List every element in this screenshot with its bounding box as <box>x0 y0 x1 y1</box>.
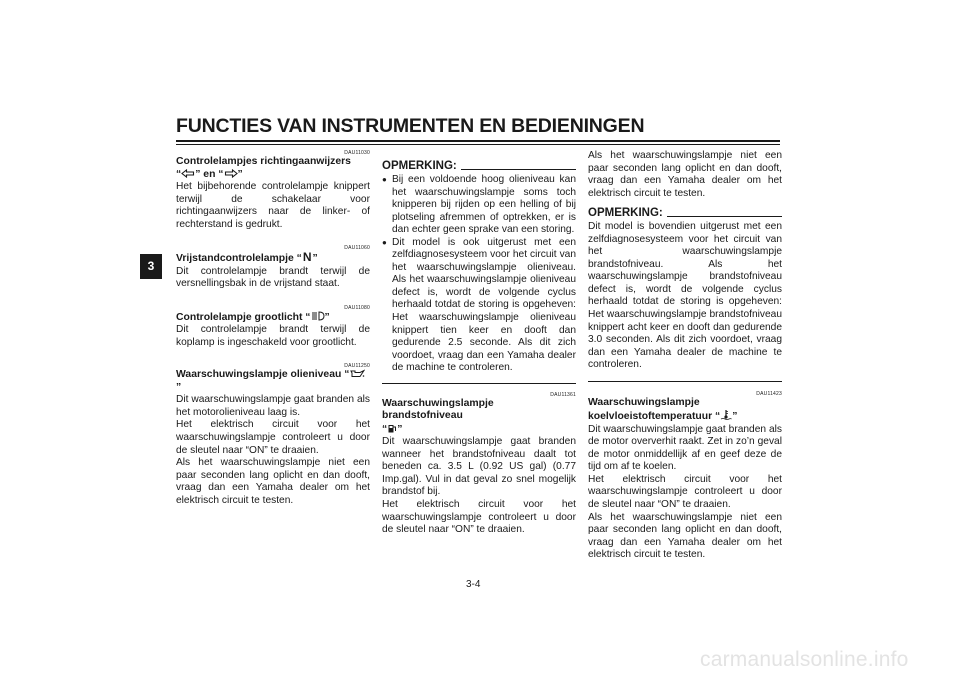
note-heading <box>382 159 576 173</box>
note-bullet <box>382 174 576 237</box>
heading-line: Waarschuwingslampje brandstofniveau <box>382 397 494 422</box>
right-arrow-icon <box>224 169 238 178</box>
section-body: Het bijbehorende controlelampje knippert terwijl de schakelaar voor richtingaanwijzers naar de linker- of rechterstand is gedrukt. <box>176 181 370 230</box>
quote-close: ” <box>312 253 318 265</box>
section-heading <box>588 397 782 424</box>
section-code: DAU11361 <box>550 391 576 398</box>
fuel-pump-icon <box>387 423 397 433</box>
note-label: OPMERKING: <box>382 160 457 172</box>
quote-close: ” <box>732 411 738 423</box>
bullet-text: Dit model is ook uitgerust met een zelfdiagnosesysteem voor het circuit van het waarschuwingslampje olieniveau. Als het waarschuwingslampje olieniveau defect is, wordt de volgende cyclus herhaald totdat de storing is opgeheven: Het waarschuwingslampje olieniveau knippert tien keer en dooft dan gedurende 2.5 seconde. Als dit zich voordoet, vraag dan een Yamaha dealer de machine te controleren. <box>392 236 576 374</box>
section-fuel-level <box>382 392 576 537</box>
heading-mid: ” en “ <box>195 168 224 180</box>
section-heading <box>176 251 370 266</box>
section-body: Als het waarschuwingslampje niet een paar seconden lang oplicht en dan dooft, vraag dan een Yamaha dealer om het elektrisch circuit te testen. <box>588 150 782 199</box>
section-code: DAU11080 <box>344 304 370 311</box>
section-heading <box>382 398 576 437</box>
note-text: Dit model is bovendien uitgerust met een zelfdiagnosesysteem voor het circuit van het waarschuwingslampje brandstofniveau. Als het waarschuwingslampje brandstofniveau defect is, wordt de volgende cyclus herhaald totdat de storing is opgeheven: Het waarschuwingslampje brandstofniveau knippert acht keer en dooft dan gedurende 3.0 seconden. Als dit zich voordoet, vraag dan een Yamaha dealer de machine te controleren. <box>588 221 782 371</box>
high-beam-icon <box>311 311 325 321</box>
note-bullet <box>382 237 576 375</box>
quote-close: ” <box>176 381 182 393</box>
page-number: 3-4 <box>466 579 481 590</box>
left-arrow-icon <box>181 169 195 178</box>
oil-can-icon <box>349 369 365 378</box>
heading-text: Controlelampje grootlicht “ <box>176 311 311 323</box>
section-heading <box>176 156 370 181</box>
section-body: Als het waarschuwingslampje niet een paar seconden lang oplicht en dan dooft, vraag dan een Yamaha dealer om het elektrisch circuit te testen. <box>176 457 370 506</box>
section-code: DAU11030 <box>344 150 370 156</box>
chapter-tab: 3 <box>140 254 162 279</box>
quote-open: “ <box>382 423 388 435</box>
title-rule-thin <box>176 144 780 145</box>
page-title: FUNCTIES VAN INSTRUMENTEN EN BEDIENINGEN <box>176 115 645 137</box>
heading-text: Waarschuwingslampje olieniveau “ <box>176 369 350 381</box>
section-coolant-temp <box>588 391 782 562</box>
bullet-icon: ● <box>382 175 387 184</box>
section-body: Het elektrisch circuit voor het waarschuwingslampje controleert u door de sleutel naar “ON” te draaien. <box>176 419 370 456</box>
note-rule <box>667 216 782 217</box>
section-body: Als het waarschuwingslampje niet een paar seconden lang oplicht en dan dooft, vraag dan een Yamaha dealer om het elektrisch circuit te testen. <box>588 511 782 561</box>
section-heading <box>176 311 370 325</box>
section-code: DAU11423 <box>756 390 782 397</box>
bullet-icon: ● <box>382 237 387 247</box>
section-oil-level <box>176 363 370 507</box>
heading-line-icons <box>176 169 370 182</box>
section-body: Dit waarschuwingslampje gaat branden als de motor oververhit raakt. Zet in zo’n geval de motor onmiddellijk af en geef deze de tijd om af te koelen. <box>588 423 782 473</box>
section-body: Het elektrisch circuit voor het waarschuwingslampje controleert u door de sleutel naar “ON” te draaien. <box>588 473 782 511</box>
section-body: Dit controlelampje brandt terwijl de versnellingsbak in de vrijstand staat. <box>176 265 370 290</box>
note-label: OPMERKING: <box>588 207 663 220</box>
section-heading <box>176 369 370 394</box>
neutral-icon: N <box>302 250 312 265</box>
section-body: Dit waarschuwingslampje gaat branden wanneer het brandstofniveau daalt tot beneden ca. 3.5 L (0.92 US gal) (0.77 Imp.gal). Vul in dat geval zo snel mogelijk brandstof bij. <box>382 436 576 498</box>
note-heading <box>588 206 782 220</box>
section-body: Het elektrisch circuit voor het waarschuwingslampje controleert u door de sleutel naar “ON” te draaien. <box>382 498 576 536</box>
quote-close: ” <box>237 168 243 180</box>
column-right <box>588 150 782 562</box>
heading-text: Vrijstandcontrolelampje “ <box>176 253 302 265</box>
heading-line: Controlelampjes richtingaanwijzers <box>176 156 351 167</box>
quote-close: ” <box>324 311 330 323</box>
note-end-rule <box>588 381 782 382</box>
coolant-temperature-icon <box>720 409 732 420</box>
section-code: DAU11250 <box>344 363 370 370</box>
heading-text: Waarschuwingslampje koelvloeistoftemperatuur “ <box>588 396 721 423</box>
section-body: Dit controlelampje brandt terwijl de koplamp is ingeschakeld voor grootlicht. <box>176 324 370 348</box>
section-body: Dit waarschuwingslampje gaat branden als het motorolieniveau laag is. <box>176 394 370 418</box>
watermark: carmanualsonline.info <box>700 648 909 671</box>
note-rule <box>461 169 576 170</box>
section-neutral <box>176 245 370 291</box>
title-rule-thick <box>176 140 780 142</box>
column-middle <box>382 156 576 537</box>
column-left <box>176 150 370 521</box>
section-high-beam <box>176 305 370 350</box>
section-code: DAU11060 <box>344 245 370 252</box>
section-turn-signal <box>176 150 370 231</box>
quote-close: ” <box>397 423 403 435</box>
note-end-rule <box>382 383 576 384</box>
quote-open: “ <box>176 168 182 180</box>
heading-line-icons <box>382 423 576 437</box>
bullet-text: Bij een voldoende hoog olieniveau kan het waarschuwingslampje soms toch knipperen bij rijden op een helling of bij plotseling afremmen of optrekken, er is dan echter geen sprake van een storing. <box>392 174 576 236</box>
